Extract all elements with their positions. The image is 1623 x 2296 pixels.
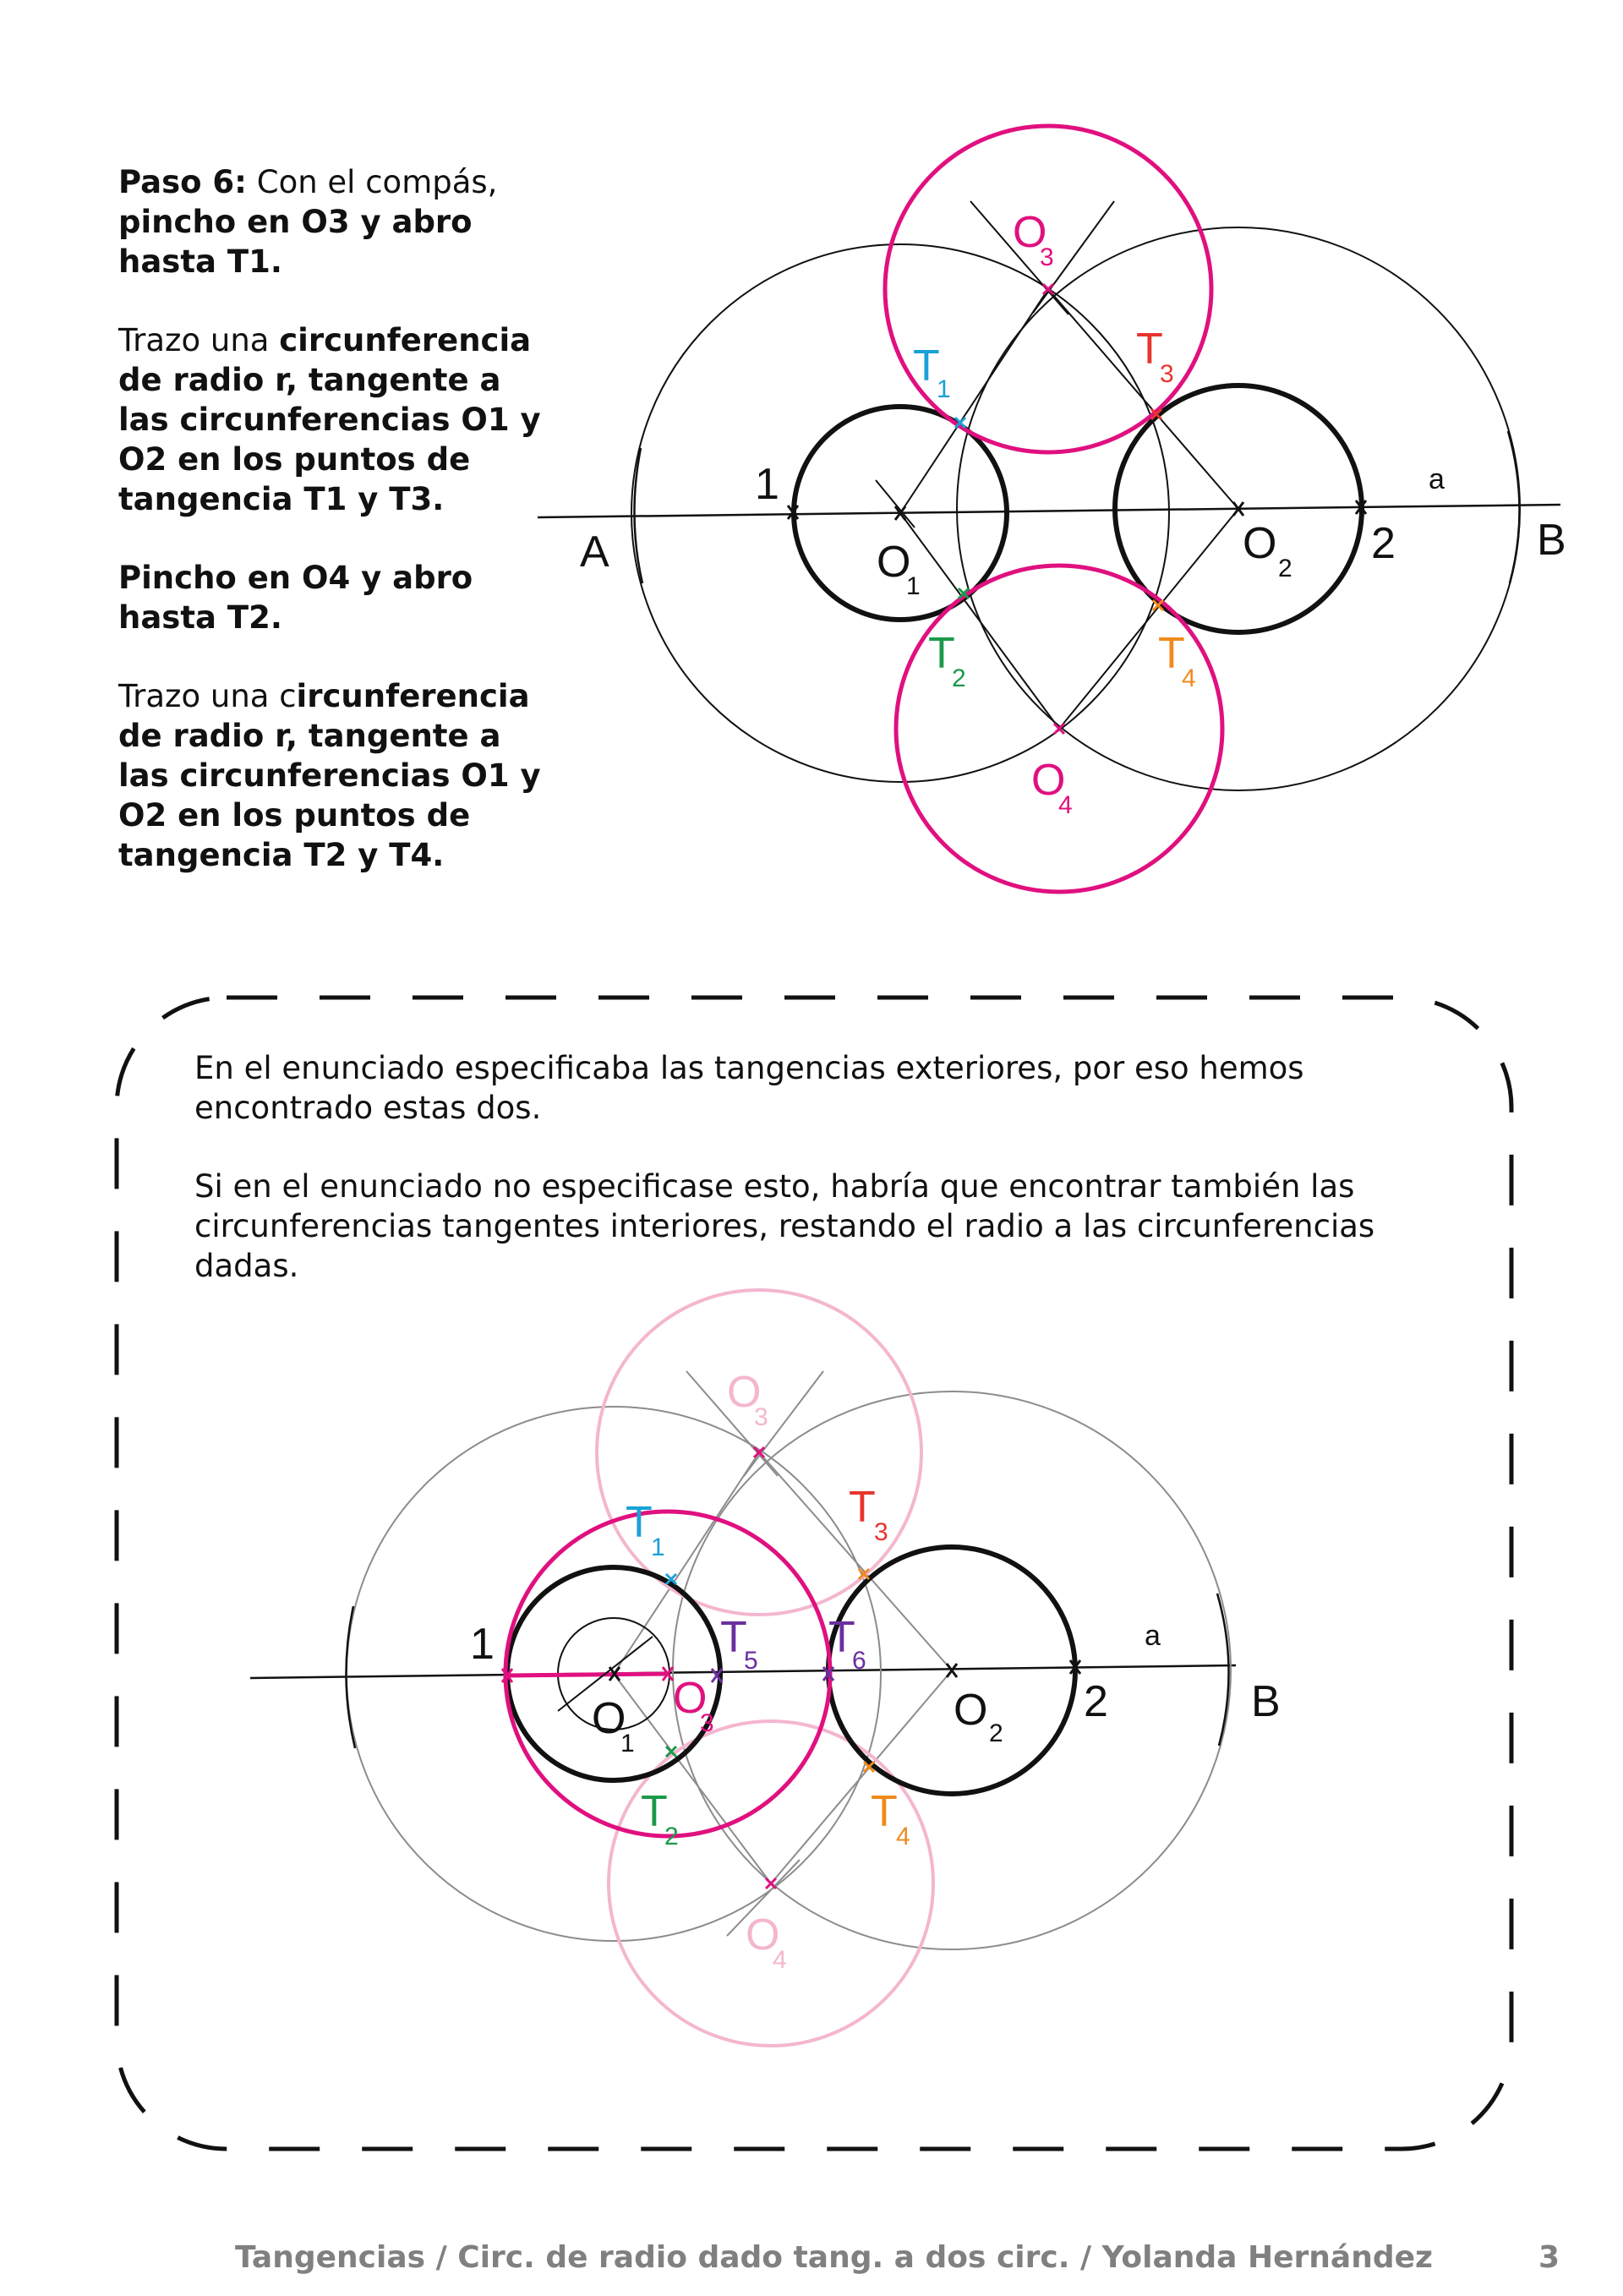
- label-a-point: A: [580, 528, 609, 577]
- label-t4-sub-2: 4: [896, 1823, 910, 1850]
- label-o2-sub-2: 2: [989, 1719, 1003, 1747]
- label-o3-int-sub: 3: [700, 1709, 714, 1737]
- page-number: 3: [1538, 2240, 1560, 2275]
- arc-mark-b-2: [1217, 1594, 1229, 1746]
- trace-text: Trazo una: [118, 322, 280, 358]
- label-t1: T: [913, 342, 940, 391]
- pincho-text-bold: Pincho en O4 y abro hasta T2.: [118, 560, 473, 636]
- step-title: Paso 6:: [118, 164, 247, 200]
- label-1-2: 1: [470, 1620, 495, 1669]
- step-text: Con el compás,: [246, 164, 498, 200]
- label-o3: O: [1013, 208, 1047, 257]
- label-line-a-2: a: [1145, 1620, 1161, 1652]
- label-o4-ext-sub: 4: [773, 1946, 787, 1974]
- mark-o4-ext: [766, 1878, 776, 1889]
- label-o2: O: [1243, 519, 1277, 568]
- step-text-bold: pincho en O3 y abro hasta T1.: [118, 204, 473, 280]
- label-t1-sub: 1: [937, 375, 951, 403]
- label-t4-2: T: [871, 1787, 898, 1836]
- label-o3-ext: O: [727, 1368, 762, 1417]
- note-paragraph-1: En el enunciado especificaba las tangencias exteriores, por eso hemos encontrado estas dos.: [194, 1050, 1304, 1126]
- label-o1-2: O: [592, 1694, 626, 1743]
- label-o4-ext: O: [746, 1911, 780, 1960]
- label-b-point-2: B: [1251, 1677, 1281, 1726]
- trace-text-bold: circunferencia de radio r, tangente a las circunferencias O1 y O2 en los puntos de tangencia T1 y T3.: [118, 322, 541, 517]
- label-t5: T: [720, 1613, 747, 1662]
- label-t1-2: T: [626, 1498, 653, 1547]
- trace2-text-bold: ircunferencia de radio r, tangente a las circunferencias O1 y O2 en los puntos de tangencia T2 y T4.: [118, 678, 541, 873]
- label-1: 1: [755, 460, 779, 509]
- label-o1-sub: 1: [906, 572, 921, 600]
- label-o1-sub-2: 1: [620, 1730, 635, 1758]
- label-o3-ext-sub: 3: [754, 1403, 768, 1431]
- label-b-point: B: [1537, 516, 1566, 565]
- label-t2-sub: 2: [952, 664, 966, 692]
- label-t1-sub-2: 1: [651, 1533, 665, 1561]
- mark-o2-2: [947, 1664, 957, 1677]
- label-t6-sub: 6: [852, 1647, 866, 1675]
- note-paragraph-2: Si en el enunciado no especificase esto, habría que encontrar también las circunferencias tangentes interiores, restando el radio a las circunferencias dadas.: [194, 1168, 1375, 1284]
- label-t6: T: [828, 1613, 855, 1662]
- trace2-text: Trazo una c: [118, 678, 297, 714]
- line-o2-o4-2: [771, 1670, 952, 1883]
- label-t2-sub-2: 2: [664, 1823, 679, 1850]
- label-o3-int: O: [673, 1674, 708, 1723]
- label-2: 2: [1371, 519, 1396, 568]
- label-t3-sub: 3: [1160, 360, 1174, 388]
- label-o4: O: [1031, 756, 1066, 805]
- label-o2-2: O: [954, 1686, 988, 1735]
- label-t2-2: T: [641, 1787, 668, 1836]
- label-t4: T: [1158, 629, 1185, 678]
- label-t4-sub: 4: [1182, 664, 1196, 692]
- radius-segment: [507, 1674, 668, 1676]
- label-o1: O: [877, 538, 911, 587]
- label-2-2: 2: [1084, 1677, 1108, 1726]
- label-o4-sub: 4: [1058, 791, 1073, 819]
- label-t3-2: T: [849, 1483, 876, 1532]
- label-o2-sub: 2: [1278, 555, 1292, 582]
- label-t5-sub: 5: [744, 1647, 758, 1675]
- label-o3-sub: 3: [1040, 243, 1054, 271]
- label-t3: T: [1136, 325, 1163, 374]
- label-line-a: a: [1429, 463, 1445, 495]
- label-t3-sub-2: 3: [874, 1518, 888, 1546]
- label-t2: T: [928, 629, 955, 678]
- footer-title: Tangencias / Circ. de radio dado tang. a dos circ. / Yolanda Hernández: [235, 2240, 1433, 2275]
- line-a-2: [250, 1665, 1236, 1678]
